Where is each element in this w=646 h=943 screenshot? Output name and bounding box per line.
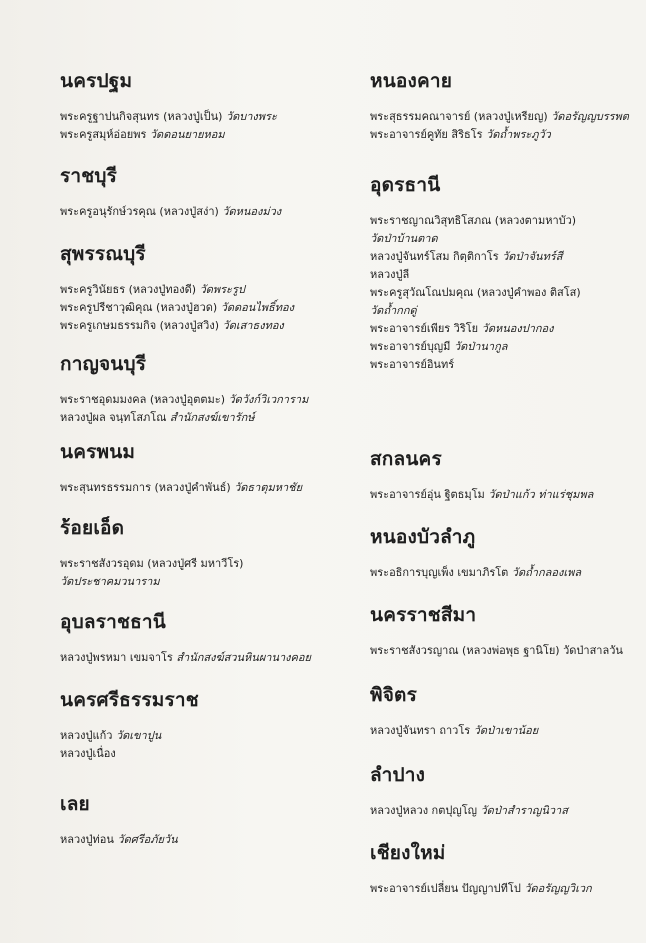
province-section [370, 444, 646, 522]
monk-name: พระราชอุดมมงคล (หลวงปู่อุตตมะ) [60, 393, 225, 406]
temple-name: วัดป่าเขาน้อย [473, 724, 539, 737]
monk-name: พระราชสังวรอุดม (หลวงปู่ศรี มหาวีโร) [60, 557, 244, 570]
monk-name: พระครูสุวัณโณปมคุณ (หลวงปู่คำพอง ติสโส) [370, 286, 581, 299]
right-column [370, 66, 646, 908]
temple-name: วัดถ้ำกกดู่ [370, 304, 417, 317]
temple-name: วัดอรัญญบรรพต [551, 110, 629, 123]
province-heading: เลย [60, 793, 90, 815]
province-section [60, 513, 350, 607]
monk-name: หลวงปู่ลี [370, 268, 410, 281]
province-section [60, 789, 350, 859]
province-heading: นครศรีธรรมราช [60, 689, 199, 711]
province-heading: สุพรรณบุรี [60, 243, 146, 265]
province-heading: นครปฐม [60, 70, 133, 92]
monk-entry [370, 126, 646, 144]
province-heading: หนองคาย [370, 70, 453, 92]
monk-name: พระอธิการบุญเพ็ง เขมาภิรโต [370, 566, 509, 579]
monk-entry [370, 266, 646, 284]
monk-entry [60, 203, 350, 221]
province-section [60, 607, 350, 685]
temple-name: วัดอรัญญวิเวก [524, 882, 592, 895]
temple-name: วัดวังก์วิเวการาม [228, 393, 309, 406]
monk-name: พระสุนทรธรรมการ (หลวงปู่คำพันธ์) [60, 481, 231, 494]
monk-name: หลวงปู่เนื่อง [60, 747, 116, 760]
monk-name: พระครูปรีชาวุฒิคุณ (หลวงปู่ฮวด) [60, 301, 218, 314]
province-heading: นครราชสีมา [370, 604, 477, 626]
monk-name: พระราชสังวรญาณ (หลวงพ่อพุธ ฐานิโย) วัดป่าสาลวัน [370, 644, 623, 657]
monk-name: พระสุธรรมคณาจารย์ (หลวงปู่เหรียญ) [370, 110, 548, 123]
monk-entry [60, 727, 350, 745]
monk-name: หลวงปู่ผล จนฺทโสภโณ [60, 411, 167, 424]
monk-entry [60, 126, 350, 144]
province-section [370, 66, 646, 170]
province-section [60, 685, 350, 789]
monk-name: พระอาจารย์คูทัย สิริธโร [370, 128, 483, 141]
province-section [370, 170, 646, 444]
province-heading: อุดรธานี [370, 174, 441, 196]
province-section [60, 161, 350, 239]
monk-entry [60, 281, 350, 299]
province-heading: ร้อยเอ็ด [60, 517, 125, 539]
monk-entry [370, 642, 646, 660]
monk-name: พระราชญาณวิสุทธิโสภณ (หลวงตามหาบัว) [370, 214, 577, 227]
monk-entry [370, 212, 646, 230]
monk-entry [370, 320, 646, 338]
monk-entry [60, 299, 350, 317]
temple-name: วัดธาตุมหาชัย [234, 481, 303, 494]
monk-entry [60, 745, 350, 763]
temple-name: วัดหนองปากอง [481, 322, 554, 335]
temple-name: วัดเสาธงทอง [222, 319, 284, 332]
province-section [60, 239, 350, 349]
temple-name: สำนักสงฆ์สวนหินผานางคอย [176, 651, 311, 664]
temple-name: วัดถ้ำพระภูวัว [486, 128, 551, 141]
temple-name: สำนักสงฆ์เขารักษ์ [169, 411, 255, 424]
monk-name: พระอาจารย์อินทร์ [370, 358, 455, 371]
monk-entry [60, 649, 350, 667]
monk-name: พระอาจารย์อุ่น ฐิตธมฺโม [370, 488, 485, 501]
province-heading: พิจิตร [370, 684, 418, 706]
temple-name: วัดพระรูป [199, 283, 245, 296]
province-section [370, 838, 646, 908]
province-heading: เชียงใหม่ [370, 842, 446, 864]
monk-entry [370, 722, 646, 740]
monk-name: พระอาจารย์เปลี่ยน ปัญญาปทีโป [370, 882, 521, 895]
province-heading: ราชบุรี [60, 165, 118, 187]
temple-name: วัดป่าสำราญนิวาส [480, 804, 568, 817]
province-heading: นครพนม [60, 441, 136, 463]
temple-name: วัดประชาคมวนาราม [60, 575, 160, 588]
monk-entry [60, 573, 350, 591]
province-heading: สกลนคร [370, 448, 442, 470]
left-column [60, 66, 350, 859]
province-section [60, 66, 350, 161]
monk-name: พระครูวินัยธร (หลวงปู่ทองดี) [60, 283, 197, 296]
monk-entry [370, 356, 646, 374]
monk-entry [60, 409, 350, 427]
temple-name: วัดป่าแก้ว ท่าแร่ชุมพล [488, 488, 594, 501]
temple-name: วัดศรีอภัยวัน [117, 833, 178, 846]
province-section [370, 600, 646, 680]
monk-entry [60, 479, 350, 497]
temple-name: วัดหนองม่วง [222, 205, 282, 218]
province-section [60, 349, 350, 437]
monk-entry [60, 831, 350, 849]
monk-entry [370, 338, 646, 356]
monk-name: หลวงปู่แก้ว [60, 729, 113, 742]
monk-entry [60, 391, 350, 409]
monk-entry [370, 302, 646, 320]
province-heading: อุบลราชธานี [60, 611, 166, 633]
province-section [60, 437, 350, 513]
monk-name: พระครูสมุห์อ่อยพร [60, 128, 147, 141]
monk-entry [370, 564, 646, 582]
temple-name: วัดถ้ำกลองเพล [511, 566, 582, 579]
province-section [370, 680, 646, 760]
monk-name: หลวงปู่จันทรา ถาวโร [370, 724, 471, 737]
monk-name: พระอาจารย์บุญมี [370, 340, 451, 353]
province-heading: กาญจนบุรี [60, 353, 147, 375]
monk-entry [370, 802, 646, 820]
monk-entry [370, 486, 646, 504]
temple-name: วัดดอนยายหอม [149, 128, 225, 141]
monk-entry [370, 880, 646, 898]
monk-name: พระครูฐาปนกิจสุนทร (หลวงปู่เป็น) [60, 110, 223, 123]
monk-name: หลวงปู่ท่อน [60, 833, 114, 846]
monk-entry [370, 284, 646, 302]
province-heading: ลำปาง [370, 764, 426, 786]
monk-entry [370, 248, 646, 266]
temple-name: วัดป่าจันทร์สี [502, 250, 563, 263]
monk-name: หลวงปู่หลวง กตปุญโญ [370, 804, 477, 817]
temple-name: วัดป่าบ้านตาด [370, 232, 438, 245]
monk-entry [60, 555, 350, 573]
province-heading: หนองบัวลำภู [370, 526, 476, 548]
monk-entry [60, 317, 350, 335]
temple-name: วัดเขาปูน [115, 729, 162, 742]
monk-name: หลวงปู่จันทร์โสม กิตฺติกาโร [370, 250, 499, 263]
monk-name: พระครูเกษมธรรมกิจ (หลวงปู่สวิง) [60, 319, 220, 332]
temple-name: วัดป่านากูล [453, 340, 508, 353]
temple-name: วัดบางพระ [225, 110, 277, 123]
monk-name: หลวงปู่พรหมา เขมจาโร [60, 651, 173, 664]
monk-name: พระอาจารย์เพียร วิริโย [370, 322, 479, 335]
monk-entry [60, 108, 350, 126]
monk-name: พระครูอนุรักษ์วรคุณ (หลวงปู่สง่า) [60, 205, 219, 218]
temple-name: วัดดอนไพธิ์ทอง [220, 301, 295, 314]
province-section [370, 760, 646, 838]
province-section [370, 522, 646, 600]
monk-entry [370, 108, 646, 126]
monk-entry [370, 230, 646, 248]
